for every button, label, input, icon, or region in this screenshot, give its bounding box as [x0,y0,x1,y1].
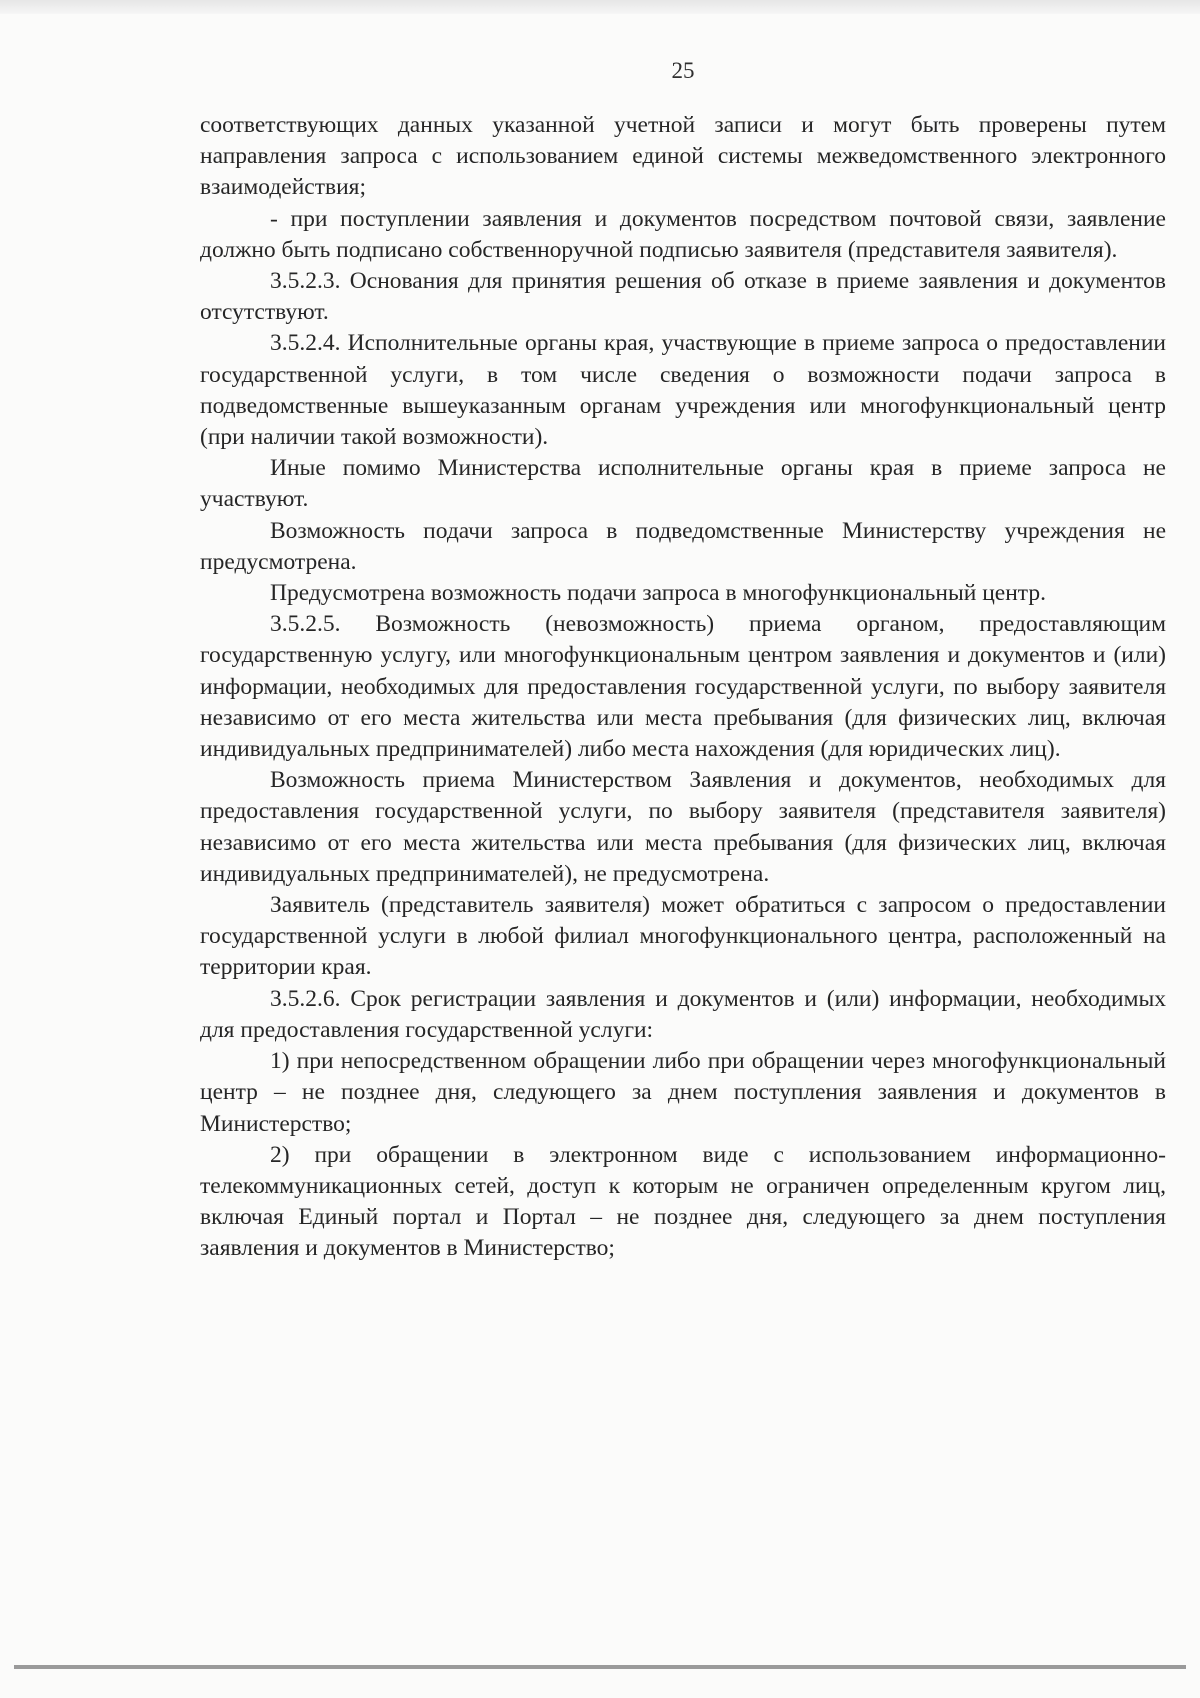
paragraph-3-5-2-3: 3.5.2.3. Основания для принятия решения об отказе в приеме заявления и документов отсутствуют. [200,268,1166,326]
list-item-2: 2) при обращении в электронном виде с использованием информационно-телекоммуникационных сетей, доступ к которым не ограничен определенным кругом лиц, включая Единый портал и Портал – не позднее дня, следующего за днем поступления заявления и документов в Министерство; [200,1141,1166,1262]
list-item-1: 1) при непосредственном обращении либо при обращении через многофункциональный центр – не позднее дня, следующего за днем поступления заявления и документов в Министерство; [200,1048,1166,1137]
paragraph-subordinate-institutions: Возможность подачи запроса в подведомственные Министерству учреждения не предусмотрена. [200,517,1166,575]
scan-bottom-rule [14,1665,1186,1669]
paragraph-other-organs: Иные помимо Министерства исполнительные органы края в приеме запроса не участвуют. [200,455,1166,513]
paragraph-3-5-2-5: 3.5.2.5. Возможность (невозможность) приема органом, предоставляющим государственную услугу, или многофункциональным центром заявления и документов и (или) информации, необходимых для предоставления государственной услуги, по выбору заявителя независимо от его места жительства или места пребывания (для физических лиц, включая индивидуальных предпринимателей) либо места нахождения (для юридических лиц). [200,611,1166,763]
page-number: 25 [671,58,695,83]
paragraph-3-5-2-4: 3.5.2.4. Исполнительные органы края, участвующие в приеме запроса о предоставлении государственной услуги, в том числе сведения о возможности подачи запроса в подведомственные вышеуказанным органам учреждения или многофункциональный центр (при наличии такой возможности). [200,330,1166,451]
document-body [200,110,1166,1265]
paragraph-any-branch: Заявитель (представитель заявителя) может обратиться с запросом о предоставлении государственной услуги в любой филиал многофункционального центра, расположенный на территории края. [200,892,1166,981]
paragraph-mfc-possibility: Предусмотрена возможность подачи запроса в многофункциональный центр. [270,580,1046,607]
paragraph-postal-submission: - при поступлении заявления и документов посредством почтовой связи, заявление должно быть подписано собственноручной подписью заявителя (представителя заявителя). [200,205,1166,263]
paragraph-3-5-2-6: 3.5.2.6. Срок регистрации заявления и документов и (или) информации, необходимых для предоставления государственной услуги: [200,985,1166,1043]
scan-top-edge [0,0,1200,14]
paragraph-ministry-acceptance: Возможность приема Министерством Заявления и документов, необходимых для предоставления государственной услуги, по выбору заявителя (представителя заявителя) независимо от его места жительства или места пребывания (для физических лиц, включая индивидуальных предпринимателей), не предусмотрена. [200,767,1166,887]
paragraph-continuation: соответствующих данных указанной учетной записи и могут быть проверены путем направления запроса с использованием единой системы межведомственного электронного взаимодействия; [200,112,1166,201]
